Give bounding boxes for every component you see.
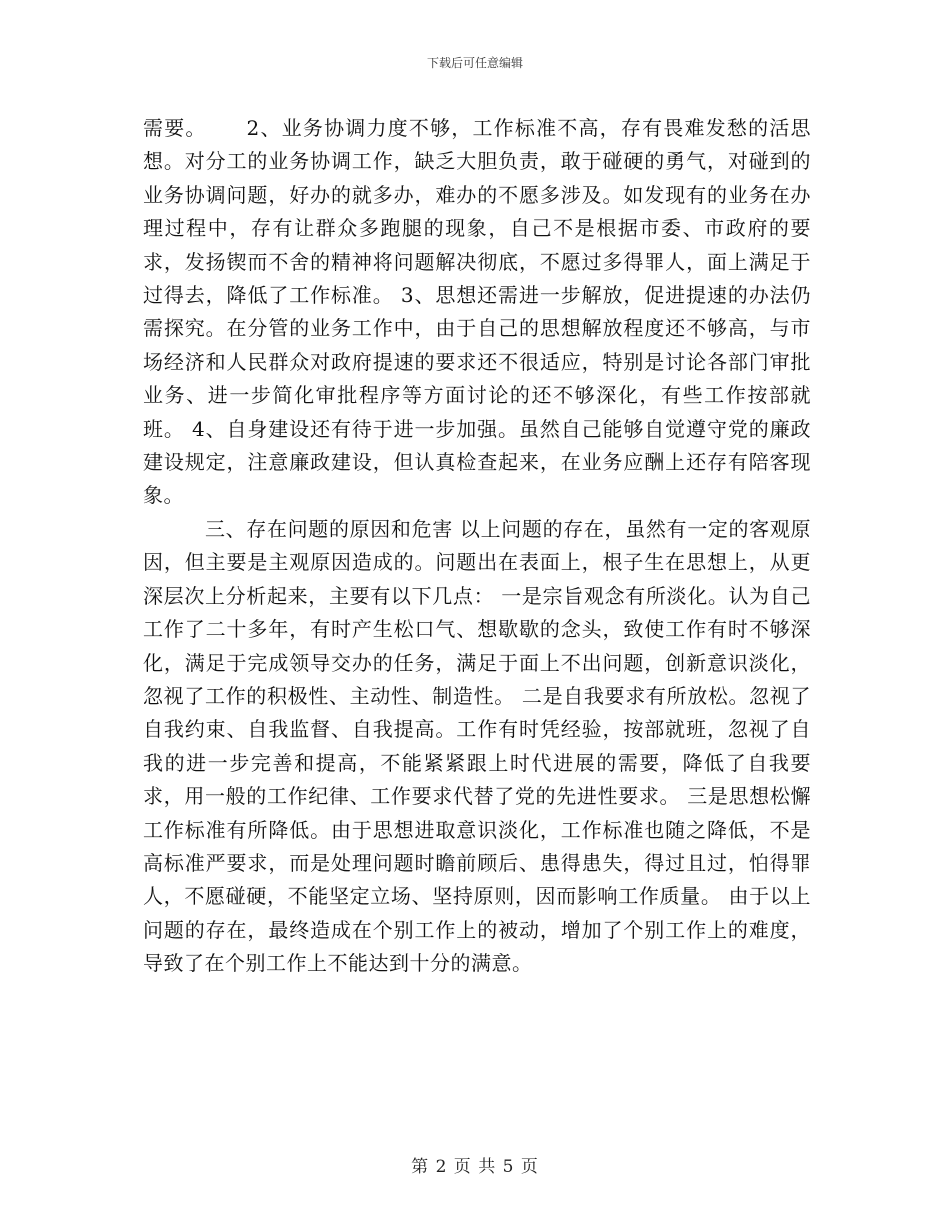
page-header: 下载后可任意编辑 <box>426 56 523 70</box>
body-paragraph: 需要。 2、业务协调力度不够，工作标准不高，存有畏难发愁的活思想。对分工的业务协调工作，缺乏大胆负责，敢于碰硬的勇气，对碰到的业务协调问题，好办的就多办，难办的不愿多涉及。如发现有的业务在办理过程中，存有让群众多跑腿的现象，自己不是根据市委、市政府的要求，发扬锲而不舍的精神将问题解决彻底，不愿过多得罪人，面上满足于过得去，降低了工作标准。 3、思想还需进一步解放，促进提速的办法仍需探究。在分管的业务工作中，由于自己的思想解放程度还不够高，与市场经济和人民群众对政府提速的要求还不很适应，特别是讨论各部门审批业务、进一步简化审批程序等方面讨论的还不够深化，有些工作按部就班。 4、自身建设还有待于进一步加强。虽然自己能够自觉遵守党的廉政建设规定，注意廉政建设，但认真检查起来，在业务应酬上还存有陪客现象。 <box>143 116 811 508</box>
body-paragraph: 三、存在问题的原因和危害 以上问题的存在，虽然有一定的客观原因，但主要是主观原因造成的。问题出在表面上，根子生在思想上，从更深层次上分析起来，主要有以下几点： 一是宗旨观念有所淡化。认为自己工作了二十多年，有时产生松口气、想歇歇的念头，致使工作有时不够深化，满足于完成领导交办的任务，满足于面上不出问题，创新意识淡化，忽视了工作的积极性、主动性、制造性。 二是自我要求有所放松。忽视了自我约束、自我监督、自我提高。工作有时凭经验，按部就班，忽视了自我的进一步完善和提高，不能紧紧跟上时代进展的需要，降低了自我要求，用一般的工作纪律、工作要求代替了党的先进性要求。 三是思想松懈工作标准有所降低。由于思想进取意识淡化，工作标准也随之降低，不是高标准严要求，而是处理问题时瞻前顾后、患得患失，得过且过，怕得罪人，不愿碰硬，不能坚定立场、坚持原则，因而影响工作质量。 由于以上问题的存在，最终造成在个别工作上的被动，增加了个别工作上的难度，导致了在个别工作上不能达到十分的满意。 <box>143 516 811 976</box>
page-number: 第 2 页 共 5 页 <box>411 1157 539 1177</box>
document-body <box>143 112 811 981</box>
